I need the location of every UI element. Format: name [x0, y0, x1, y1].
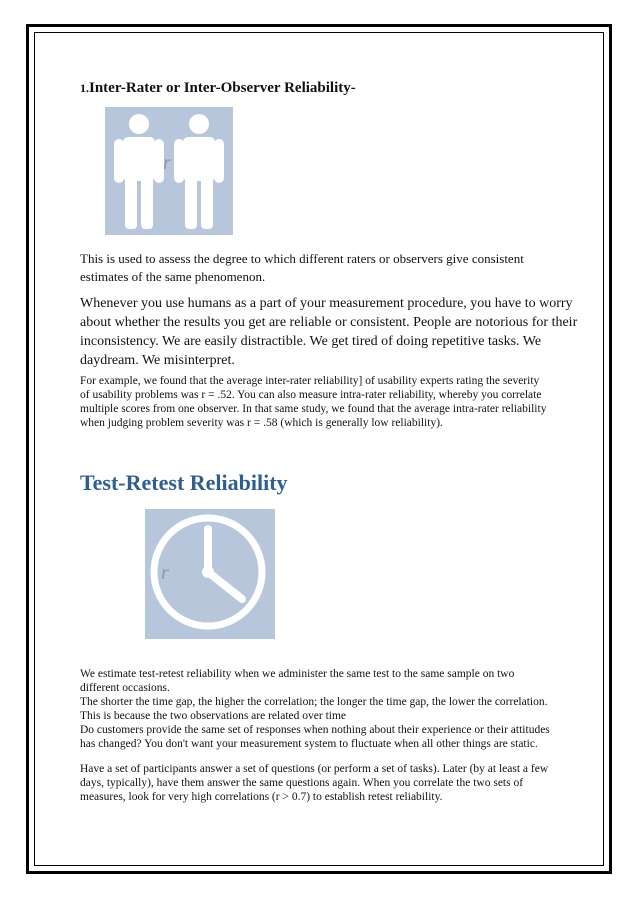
- section1-paragraph-1: [80, 250, 560, 286]
- text-line: This is because the two observations are related over time: [80, 710, 347, 722]
- text-line: The shorter the time gap, the higher the correlation; the longer the time gap, the lower the correlation.: [80, 696, 548, 708]
- section1-heading-text: Inter-Rater or Inter-Observer Reliability-: [89, 80, 356, 96]
- text-line: measures, look for very high correlations (r > 0.7) to establish retest reliability.: [80, 791, 443, 803]
- text-line: about whether the results you get are reliable or consistent. People are notorious for their: [80, 315, 578, 330]
- section1-number: 1.: [80, 81, 89, 95]
- text-line: multiple scores from one observer. In that same study, we found that the average intra-rater reliability: [80, 403, 547, 415]
- section2-paragraph-1: [80, 667, 565, 751]
- section2-paragraph-2: [80, 762, 565, 804]
- icon-letter-r: r: [163, 152, 171, 174]
- text-line: of usability problems was r = .52. You can also measure intra-rater reliability, whereby you correlate: [80, 389, 542, 401]
- clock-graphic: [145, 509, 275, 639]
- two-people-r-icon: [105, 107, 233, 235]
- text-line: days, typically), have them answer the same questions again. When you correlate the two sets of: [80, 777, 524, 789]
- text-line: This is used to assess the degree to which different raters or observers give consistent: [80, 251, 524, 266]
- text-line: Have a set of participants answer a set of questions (or perform a set of tasks). Later (by at least a few: [80, 763, 549, 775]
- text-line: For example, we found that the average inter-rater reliability] of usability experts rating the severity: [80, 375, 540, 387]
- text-line: Whenever you use humans as a part of your measurement procedure, you have to worry: [80, 296, 573, 311]
- text-line: when judging problem severity was r = .58 (which is generally low reliability).: [80, 417, 443, 429]
- clock-r-icon: [145, 509, 275, 639]
- text-line: different occasions.: [80, 682, 170, 694]
- text-line: estimates of the same phenomenon.: [80, 269, 266, 284]
- text-line: inconsistency. We are easily distractible. We get tired of doing repetitive tasks. We: [80, 334, 542, 349]
- section1-paragraph-2: [80, 294, 578, 370]
- text-line: We estimate test-retest reliability when we administer the same test to the same sample on two: [80, 668, 515, 680]
- section1-paragraph-3: [80, 374, 565, 430]
- text-line: has changed? You don't want your measurement system to fluctuate when all other things are static.: [80, 738, 538, 750]
- icon-letter-r: r: [161, 562, 169, 584]
- two-people-graphic: [105, 107, 233, 235]
- section1-heading: [80, 80, 356, 97]
- text-line: Do customers provide the same set of responses when nothing about their experience or their attitudes: [80, 724, 550, 736]
- section2-heading: Test-Retest Reliability: [80, 470, 288, 495]
- text-line: daydream. We misinterpret.: [80, 353, 235, 368]
